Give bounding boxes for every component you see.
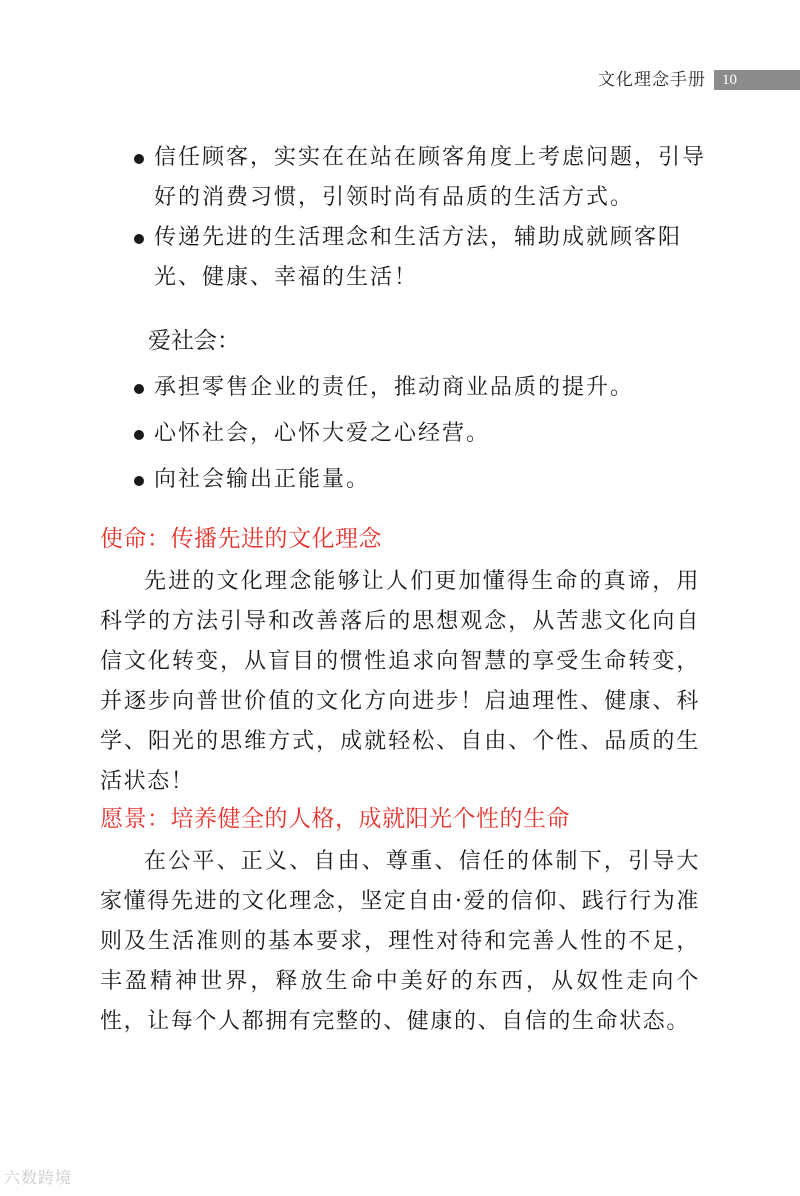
bullet-item [134,460,714,500]
bullet-item [134,414,714,454]
watermark: 六数跨境 [4,1168,73,1187]
handbook-title: 文化理念手册 [598,70,706,90]
bullet-dot-icon [134,154,144,164]
bullet-text: 承担零售企业的责任，推动商业品质的提升。 [154,375,635,400]
mission-heading: 使命：传播先进的文化理念 [100,526,382,552]
bullet-dot-icon [134,476,144,486]
page-header [0,68,800,92]
mission-paragraph: 先进的文化理念能够让人们更加懂得生命的真谛，用科学的方法引导和改善落后的思想观念，从苦悲文化向自信文化转变，从盲目的惯性追求向智慧的享受生命转变，并逐步向普世价值的文化方向进步！启迪理性、健康、科学、阳光的思维方式，成就轻松、自由、个性、品质的生活状态！ [100,569,700,794]
bullet-item [134,218,714,298]
society-heading: 爱社会： [148,328,240,354]
bullet-dot-icon [134,430,144,440]
vision-paragraph: 在公平、正义、自由、尊重、信任的体制下，引导大家懂得先进的文化理念，坚定自由·爱的信仰、践行行为准则及生活准则的基本要求，理性对待和完善人性的不足，丰盈精神世界，释放生命中美好的东西，从奴性走向个性，让每个人都拥有完整的、健康的、自信的生命状态。 [100,849,700,1034]
bullet-text: 向社会输出正能量。 [154,467,371,492]
vision-heading: 愿景：培养健全的人格，成就阳光个性的生命 [100,806,570,832]
bullet-text: 心怀社会，心怀大爱之心经营。 [154,421,491,446]
page-number: 10 [714,70,800,90]
bullet-dot-icon [134,384,144,394]
bullet-item [134,368,714,408]
bullet-item [134,138,714,218]
bullet-text: 传递先进的生活理念和生活方法，辅助成就顾客阳光、健康、幸福的生活！ [154,225,683,290]
bullet-text: 信任顾客，实实在在站在顾客角度上考虑问题，引导好的消费习惯，引领时尚有品质的生活方式。 [154,145,707,210]
bullet-dot-icon [134,234,144,244]
